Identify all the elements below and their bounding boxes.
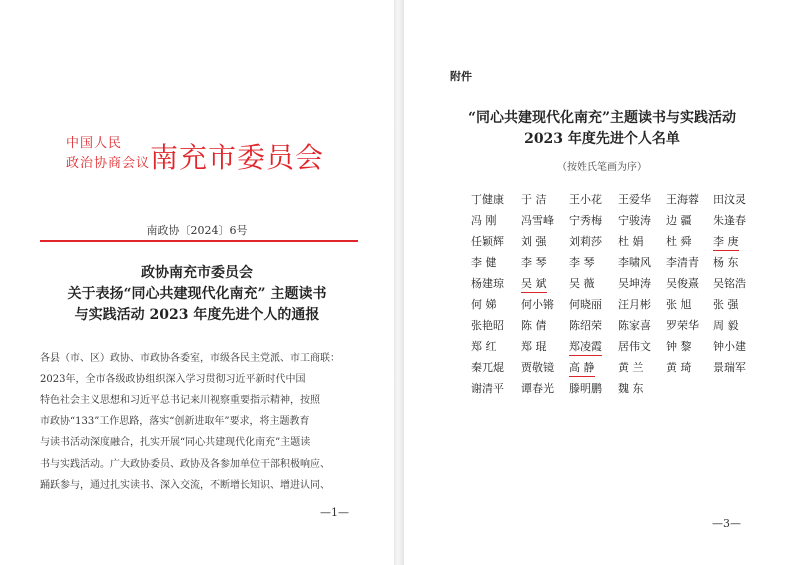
awardee-name: 谭春光: [521, 382, 554, 395]
awardee-name: 李啸风: [618, 256, 651, 269]
awardee-name: 何晓丽: [569, 298, 602, 311]
awardee-name: 王爱华: [618, 193, 651, 206]
red-divider: [40, 240, 358, 242]
awardee-name: 何小锵: [521, 298, 554, 311]
awardee-name: 汪月彬: [618, 298, 651, 311]
list-subtitle: （按姓氏笔画为序）: [557, 162, 647, 173]
awardee-name: 宁秀梅: [569, 214, 602, 227]
awardee-name: 吴铭浩: [713, 277, 746, 290]
awardee-name: 黄 琦: [666, 361, 692, 374]
awardee-name: 秦兀焜: [471, 361, 504, 374]
body-line: 市政协“133”工作思路，落实“创新进取年”要求，将主题教育: [40, 416, 310, 427]
awardee-name: 王海蓉: [666, 193, 699, 206]
awardee-name: 居伟文: [618, 340, 651, 353]
awardee-name: 刘莉莎: [569, 235, 602, 248]
awardee-name: 钟小建: [713, 340, 746, 353]
awardee-name: 丁健康: [471, 193, 504, 206]
awardee-name: 罗荣华: [666, 319, 699, 332]
document-number: 南政协〔2024〕6号: [146, 224, 248, 237]
awardee-name: 周 毅: [713, 319, 739, 332]
awardee-name: 贾敬镜: [521, 361, 554, 374]
body-line: 书与实践活动。广大政协委员、政协及各参加单位干部积极响应、: [40, 459, 330, 470]
awardee-name: 李 琴: [569, 256, 595, 269]
awardee-name: 何 娣: [471, 298, 497, 311]
page-number-right: —3—: [712, 517, 741, 530]
awardee-name: 黄 兰: [618, 361, 644, 374]
awardee-name: 杜 娟: [618, 235, 644, 248]
awardee-name: 冯雪峰: [521, 214, 554, 227]
page-number-left: —1—: [320, 506, 349, 519]
notice-title-line3: 与实践活动 2023 年度先进个人的通报: [74, 307, 320, 323]
attachment-label: 附件: [450, 70, 472, 83]
awardee-name: 吴坤涛: [618, 277, 651, 290]
awardee-name: 谢清平: [471, 382, 504, 395]
awardee-name: 高 静: [569, 359, 595, 377]
notice-title-line2: 关于表扬“同心共建现代化南充” 主题读书: [67, 286, 327, 302]
awardee-name: 陈 倩: [521, 319, 547, 332]
awardee-name: 任颖辉: [471, 235, 504, 248]
org-name-line2: 政治协商会议: [66, 156, 151, 171]
awardee-name: 吴俊熹: [666, 277, 699, 290]
org-name-large: 南充市委员会: [150, 141, 325, 174]
awardee-name: 边 疆: [666, 214, 692, 227]
list-title-line2: 2023 年度先进个人名单: [524, 131, 680, 147]
body-line: 踊跃参与，通过扎实读书、深入交流，不断增长知识、增进认同、: [40, 480, 330, 491]
awardee-name: 张 旭: [666, 298, 692, 311]
awardee-name: 钟 黎: [666, 340, 692, 353]
page-gutter: [394, 0, 404, 565]
awardee-name: 陈绍荣: [569, 319, 602, 332]
awardee-name: 李清青: [666, 256, 699, 269]
org-name-line1: 中国人民: [66, 136, 123, 151]
awardee-name: 李 健: [471, 256, 497, 269]
awardee-name: 杨 东: [713, 256, 739, 269]
awardee-name: 刘 强: [521, 235, 547, 248]
awardee-name: 滕明鹏: [569, 382, 602, 395]
awardee-name: 冯 刚: [471, 214, 497, 227]
awardee-name: 杜 舜: [666, 235, 692, 248]
body-line: 2023年，全市各级政协组织深入学习贯彻习近平新时代中国: [40, 374, 306, 385]
awardee-name: 杨建琼: [471, 277, 504, 290]
awardee-name: 朱逢春: [713, 214, 746, 227]
awardee-name: 于 洁: [521, 193, 547, 206]
awardee-name: 郑凌霞: [569, 338, 602, 356]
awardee-name: 陈家喜: [618, 319, 651, 332]
awardee-name: 张艳昭: [471, 319, 504, 332]
notice-title-line1: 政协南充市委员会: [141, 265, 253, 281]
awardee-name: 魏 东: [618, 382, 644, 395]
awardee-name: 景瑞军: [713, 361, 746, 374]
body-line: 特色社会主义思想和习近平总书记来川视察重要指示精神，按照: [40, 395, 320, 406]
awardee-name: 吴 斌: [521, 275, 547, 293]
awardee-name: 张 强: [713, 298, 739, 311]
body-line: 各县（市、区）政协、市政协各委室，市级各民主党派、市工商联：: [40, 353, 340, 364]
awardee-name: 田汶灵: [713, 193, 746, 206]
awardee-name: 李 琴: [521, 256, 547, 269]
body-line: 与读书活动深度融合，扎实开展“同心共建现代化南充”主题读: [40, 437, 311, 448]
awardee-name: 李 庚: [713, 233, 739, 251]
list-title-line1: “同心共建现代化南充”主题读书与实践活动: [467, 110, 737, 126]
awardee-name: 王小花: [569, 193, 602, 206]
awardee-name: 郑 琨: [521, 340, 547, 353]
awardee-name: 郑 红: [471, 340, 497, 353]
awardee-name: 宁骏涛: [618, 214, 651, 227]
awardee-name: 吴 薇: [569, 277, 595, 290]
